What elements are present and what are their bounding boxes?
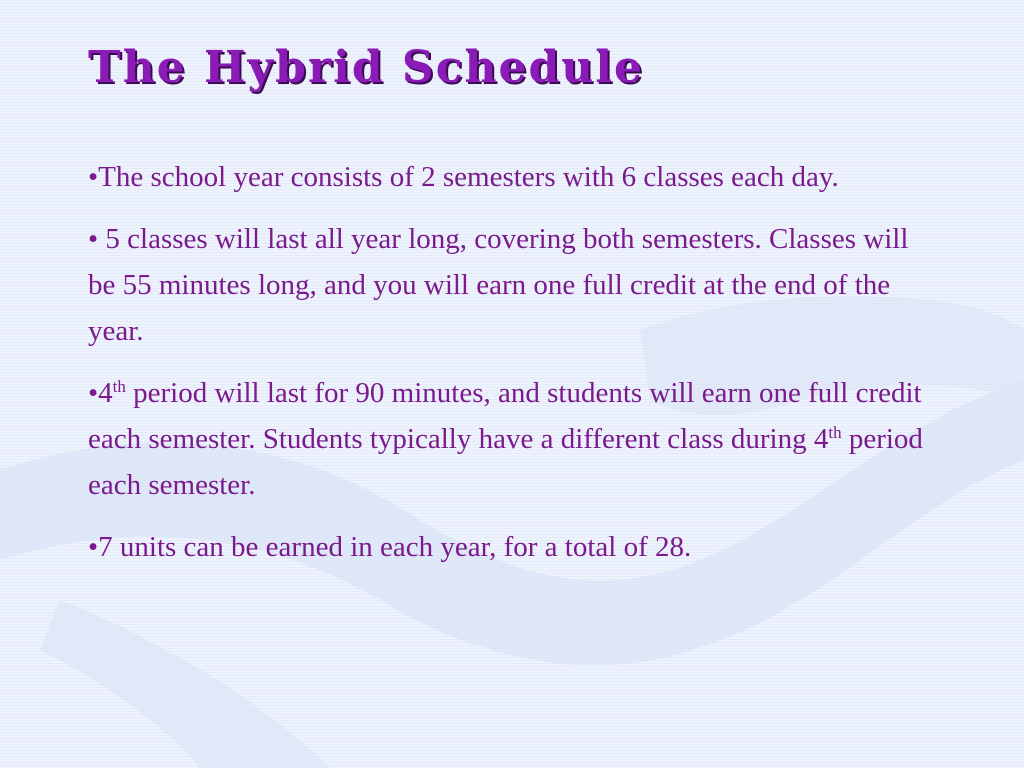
bullet-paragraph-3 [88,370,938,508]
slide-title: The Hybrid Schedule [88,42,644,93]
ordinal-superscript-1: th [112,377,126,396]
bullet-text: The school year consists of 2 semesters with 6 classes each day. [98,161,839,193]
bullet-marker: • [88,531,99,563]
bullet-marker: • [88,377,99,409]
bullet-list [88,154,938,586]
bullet-text-part-3: period each semester. [88,423,923,501]
bullet-marker: • [88,161,99,193]
bullet-text-part-1: 4 [98,377,113,409]
bullet-paragraph-4 [88,524,938,570]
bullet-paragraph-1 [88,154,938,200]
bullet-paragraph-2 [88,216,938,354]
bullet-text: 7 units can be earned in each year, for a total of 28. [98,531,692,563]
ordinal-superscript-2: th [828,423,842,442]
bullet-marker: • [88,223,99,255]
bullet-text-part-2: period will last for 90 minutes, and students will earn one full credit each semester. Students typically have a different class during 4 [88,377,922,455]
watermark-lower-shape [40,600,330,768]
bullet-text: 5 classes will last all year long, covering both semesters. Classes will be 55 minutes long, and you will earn one full credit at the end of the year. [88,223,909,347]
